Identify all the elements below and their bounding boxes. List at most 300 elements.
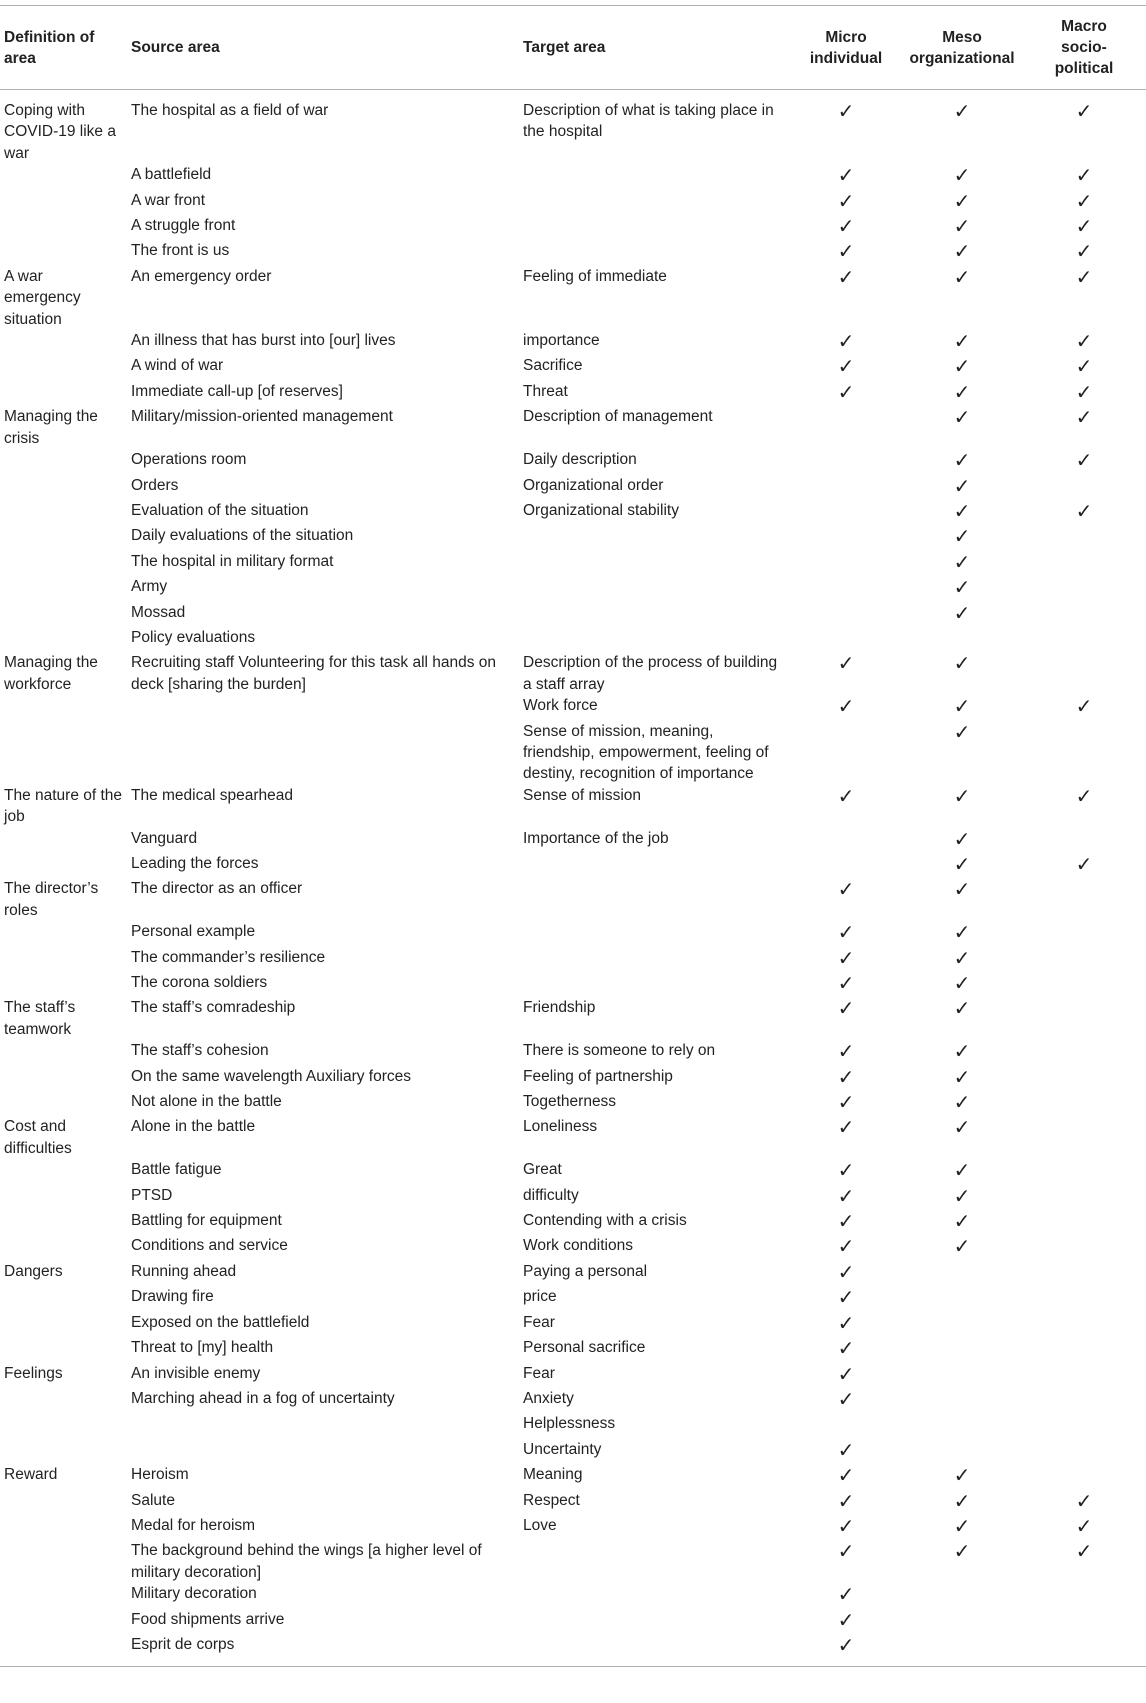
cell-macro	[1022, 1286, 1146, 1311]
cell-macro	[1022, 381, 1146, 406]
cell-source: On the same wavelength Auxiliary forces	[131, 1067, 411, 1085]
cell-target	[519, 602, 790, 627]
check-icon: ✓	[953, 381, 971, 404]
cell-source: The hospital as a field of war	[131, 102, 329, 119]
cell-source: The medical spearhead	[131, 786, 293, 804]
cell-meso	[902, 475, 1022, 500]
cell-micro	[790, 1490, 902, 1515]
table-row	[0, 947, 1146, 972]
check-icon: ✓	[1075, 1490, 1093, 1513]
check-icon: ✓	[953, 101, 971, 123]
check-icon: ✓	[837, 1211, 855, 1234]
cell-target: Anxiety	[523, 1389, 574, 1407]
check-icon: ✓	[953, 475, 971, 498]
cell-meso	[902, 853, 1022, 878]
cell-target	[519, 525, 790, 550]
table-body	[0, 90, 1146, 1667]
cell-meso	[902, 721, 1022, 785]
cell-definition	[0, 1337, 127, 1362]
cell-source: Salute	[131, 1491, 175, 1509]
cell-macro	[1022, 1159, 1146, 1184]
cell-micro	[790, 1261, 902, 1286]
cell-source: Daily evaluations of the situation	[131, 527, 354, 545]
check-icon: ✓	[953, 407, 971, 430]
check-icon: ✓	[837, 1092, 855, 1115]
cell-target	[519, 627, 790, 652]
table-row	[0, 1159, 1146, 1184]
cell-micro	[790, 972, 902, 997]
cell-macro	[1022, 330, 1146, 355]
cell-source: Heroism	[131, 1466, 189, 1484]
check-icon: ✓	[1075, 407, 1093, 430]
cell-micro	[790, 878, 902, 921]
cell-meso	[902, 1490, 1022, 1515]
table-row	[0, 1363, 1146, 1388]
cell-target	[519, 972, 790, 997]
cell-micro	[790, 721, 902, 785]
table-row	[0, 1185, 1146, 1210]
cell-definition	[0, 921, 127, 946]
cell-macro	[1022, 500, 1146, 525]
check-icon: ✓	[953, 998, 971, 1021]
table-row	[0, 1540, 1146, 1583]
cell-micro	[790, 1609, 902, 1634]
cell-meso	[902, 164, 1022, 189]
table-row	[0, 1261, 1146, 1286]
cell-definition: Feelings	[4, 1364, 63, 1382]
cell-definition: Managing the crisis	[4, 408, 98, 447]
check-icon: ✓	[953, 1211, 971, 1234]
cell-source: Running ahead	[131, 1262, 237, 1280]
table-header	[0, 6, 1146, 90]
table-row	[0, 602, 1146, 627]
cell-target: Meaning	[523, 1466, 583, 1484]
cell-meso	[902, 1159, 1022, 1184]
cell-macro	[1022, 1040, 1146, 1065]
check-icon: ✓	[837, 1388, 855, 1411]
cell-target	[519, 921, 790, 946]
check-icon: ✓	[837, 1541, 855, 1564]
check-icon: ✓	[837, 1236, 855, 1259]
header-meso-line2: organizational	[909, 49, 1015, 67]
cell-meso	[902, 525, 1022, 550]
cell-micro	[790, 853, 902, 878]
cell-definition	[0, 1091, 127, 1116]
cell-macro	[1022, 1540, 1146, 1583]
cell-macro	[1022, 947, 1146, 972]
cell-meso	[902, 1091, 1022, 1116]
cell-macro	[1022, 1634, 1146, 1667]
check-icon: ✓	[953, 947, 971, 970]
cell-target: Fear	[523, 1364, 555, 1382]
cell-definition	[0, 1609, 127, 1634]
cell-meso	[902, 1363, 1022, 1388]
cell-definition	[0, 190, 127, 215]
cell-micro	[790, 525, 902, 550]
cell-macro	[1022, 721, 1146, 785]
cell-source: A battlefield	[131, 166, 212, 184]
check-icon: ✓	[837, 1439, 855, 1462]
cell-meso	[902, 1439, 1022, 1464]
table-row	[0, 449, 1146, 474]
cell-target: Description of management	[523, 408, 713, 426]
table-row	[0, 1312, 1146, 1337]
check-icon: ✓	[837, 331, 855, 354]
table-row	[0, 1583, 1146, 1608]
check-icon: ✓	[953, 653, 971, 676]
cell-macro	[1022, 652, 1146, 695]
check-icon: ✓	[953, 721, 971, 744]
check-icon: ✓	[837, 356, 855, 379]
cell-micro	[790, 627, 902, 652]
cell-macro	[1022, 1490, 1146, 1515]
cell-meso	[902, 1515, 1022, 1540]
cell-meso	[902, 1040, 1022, 1065]
cell-definition	[0, 627, 127, 652]
cell-definition	[0, 551, 127, 576]
cell-macro	[1022, 551, 1146, 576]
cell-micro	[790, 1464, 902, 1489]
check-icon: ✓	[953, 922, 971, 945]
cell-micro	[790, 1116, 902, 1159]
check-icon: ✓	[837, 241, 855, 264]
check-icon: ✓	[837, 1312, 855, 1335]
check-icon: ✓	[953, 1541, 971, 1564]
cell-meso	[902, 576, 1022, 601]
cell-macro	[1022, 266, 1146, 330]
cell-micro	[790, 1235, 902, 1260]
cell-source: The front is us	[131, 242, 230, 260]
check-icon: ✓	[1075, 356, 1093, 379]
cell-micro	[790, 1185, 902, 1210]
cell-target: Great	[523, 1161, 562, 1179]
cell-meso	[902, 1235, 1022, 1260]
cell-definition: Reward	[4, 1466, 58, 1484]
cell-definition: Dangers	[4, 1262, 63, 1280]
header-macro	[1022, 6, 1146, 90]
cell-definition: Managing the workforce	[4, 654, 98, 693]
cell-target: Loneliness	[523, 1118, 598, 1136]
check-icon: ✓	[953, 1185, 971, 1208]
cell-meso	[902, 1185, 1022, 1210]
check-icon: ✓	[1075, 1515, 1093, 1538]
header-target: Target area	[519, 6, 790, 90]
cell-macro	[1022, 475, 1146, 500]
cell-source	[127, 695, 519, 720]
cell-macro	[1022, 1235, 1146, 1260]
cell-micro	[790, 602, 902, 627]
cell-source: Threat to [my] health	[131, 1339, 274, 1357]
cell-target: Sense of mission	[523, 786, 642, 804]
table-row	[0, 1609, 1146, 1634]
table-row	[0, 878, 1146, 921]
cell-meso	[902, 1116, 1022, 1159]
cell-micro	[790, 1312, 902, 1337]
check-icon: ✓	[837, 1041, 855, 1064]
cell-definition	[0, 1312, 127, 1337]
cell-macro	[1022, 1116, 1146, 1159]
cell-target	[519, 853, 790, 878]
cell-target: Organizational order	[523, 476, 664, 494]
cell-target: Sacrifice	[523, 357, 583, 375]
check-icon: ✓	[837, 1185, 855, 1208]
cell-target	[519, 1583, 790, 1608]
cell-micro	[790, 1040, 902, 1065]
table-row	[0, 1116, 1146, 1159]
check-icon: ✓	[1075, 190, 1093, 213]
cell-macro	[1022, 1185, 1146, 1210]
cell-micro	[790, 500, 902, 525]
cell-micro	[790, 695, 902, 720]
cell-target: Feeling of partnership	[523, 1067, 673, 1085]
cell-source: Military/mission-oriented management	[131, 408, 393, 426]
check-icon: ✓	[837, 1066, 855, 1089]
cell-macro	[1022, 1091, 1146, 1116]
cell-source: The hospital in military format	[131, 552, 334, 570]
cell-meso	[902, 1634, 1022, 1667]
table-row	[0, 1040, 1146, 1065]
cell-macro	[1022, 355, 1146, 380]
check-icon: ✓	[953, 828, 971, 851]
cell-definition: The nature of the job	[4, 786, 123, 826]
cell-micro	[790, 1159, 902, 1184]
check-icon: ✓	[953, 500, 971, 523]
check-icon: ✓	[837, 1363, 855, 1386]
check-icon: ✓	[837, 216, 855, 239]
cell-macro	[1022, 1464, 1146, 1489]
cell-micro	[790, 551, 902, 576]
cell-definition	[0, 1040, 127, 1065]
cell-target: Helplessness	[523, 1415, 616, 1433]
cell-target: Personal sacrifice	[523, 1339, 646, 1357]
cell-macro	[1022, 1337, 1146, 1362]
cell-definition: Cost and difficulties	[4, 1118, 72, 1157]
table-row	[0, 828, 1146, 853]
cell-source: Marching ahead in a fog of uncertainty	[131, 1389, 395, 1407]
cell-meso	[902, 381, 1022, 406]
table-row	[0, 721, 1146, 785]
cell-micro	[790, 785, 902, 828]
cell-micro	[790, 475, 902, 500]
cell-source: Alone in the battle	[131, 1118, 256, 1136]
cell-macro	[1022, 576, 1146, 601]
check-icon: ✓	[953, 216, 971, 239]
table-row	[0, 1388, 1146, 1413]
check-icon: ✓	[953, 1092, 971, 1115]
cell-source: PTSD	[131, 1186, 173, 1204]
table-row	[0, 355, 1146, 380]
cell-source: Battling for equipment	[131, 1212, 282, 1230]
check-icon: ✓	[1075, 241, 1093, 264]
cell-micro	[790, 449, 902, 474]
check-icon: ✓	[953, 1236, 971, 1259]
cell-source: Not alone in the battle	[131, 1093, 282, 1111]
cell-target: Contending with a crisis	[523, 1212, 687, 1230]
table-row	[0, 1464, 1146, 1489]
cell-definition: Coping with COVID-19 like a war	[4, 102, 116, 162]
cell-meso	[902, 972, 1022, 997]
table-row	[0, 997, 1146, 1040]
table-row	[0, 90, 1146, 165]
table-row	[0, 215, 1146, 240]
cell-micro	[790, 266, 902, 330]
cell-meso	[902, 266, 1022, 330]
check-icon: ✓	[1075, 1541, 1093, 1564]
table-row	[0, 551, 1146, 576]
check-icon: ✓	[837, 1490, 855, 1513]
cell-definition	[0, 1388, 127, 1413]
cell-macro	[1022, 406, 1146, 449]
check-icon: ✓	[1075, 785, 1093, 808]
cell-source: Drawing fire	[131, 1288, 214, 1306]
cell-micro	[790, 330, 902, 355]
cell-macro	[1022, 1066, 1146, 1091]
cell-source: Vanguard	[131, 829, 198, 847]
cell-meso	[902, 1583, 1022, 1608]
cell-macro	[1022, 1312, 1146, 1337]
cell-meso	[902, 1261, 1022, 1286]
check-icon: ✓	[1075, 331, 1093, 354]
cell-definition	[0, 972, 127, 997]
check-icon: ✓	[837, 101, 855, 123]
cell-micro	[790, 1066, 902, 1091]
check-icon: ✓	[1075, 165, 1093, 188]
cell-definition	[0, 240, 127, 265]
cell-definition: The director’s roles	[4, 880, 99, 919]
cell-target: Respect	[523, 1491, 580, 1509]
cell-micro	[790, 215, 902, 240]
header-macro-line2: socio-	[1061, 39, 1107, 56]
cell-definition	[0, 1515, 127, 1540]
cell-target	[519, 878, 790, 921]
cell-target: There is someone to rely on	[523, 1042, 716, 1060]
cell-target: Work force	[523, 697, 598, 715]
check-icon: ✓	[953, 785, 971, 808]
cell-micro	[790, 1388, 902, 1413]
check-icon: ✓	[953, 1066, 971, 1089]
table-row	[0, 1286, 1146, 1311]
cell-micro	[790, 1363, 902, 1388]
cell-macro	[1022, 921, 1146, 946]
check-icon: ✓	[953, 356, 971, 379]
cell-definition	[0, 1286, 127, 1311]
check-icon: ✓	[953, 241, 971, 264]
header-micro-line2: individual	[809, 49, 883, 67]
cell-target	[519, 164, 790, 189]
cell-meso	[902, 1066, 1022, 1091]
check-icon: ✓	[837, 973, 855, 996]
check-icon: ✓	[953, 1117, 971, 1140]
check-icon: ✓	[953, 190, 971, 213]
table-row	[0, 240, 1146, 265]
cell-meso	[902, 1540, 1022, 1583]
table-row	[0, 1091, 1146, 1116]
check-icon: ✓	[1075, 101, 1093, 123]
table-row	[0, 1066, 1146, 1091]
check-icon: ✓	[837, 165, 855, 188]
table-row	[0, 266, 1146, 330]
cell-meso	[902, 449, 1022, 474]
check-icon: ✓	[837, 1261, 855, 1284]
table-row	[0, 1413, 1146, 1438]
cell-meso	[902, 90, 1022, 165]
cell-meso	[902, 1337, 1022, 1362]
check-icon: ✓	[837, 1609, 855, 1632]
table-row	[0, 1235, 1146, 1260]
table-row	[0, 1515, 1146, 1540]
cell-macro	[1022, 1388, 1146, 1413]
check-icon: ✓	[953, 1515, 971, 1538]
cell-target	[519, 551, 790, 576]
cell-macro	[1022, 828, 1146, 853]
cell-meso	[902, 330, 1022, 355]
cell-definition	[0, 330, 127, 355]
table-row	[0, 475, 1146, 500]
cell-definition	[0, 1490, 127, 1515]
cell-definition	[0, 381, 127, 406]
table-row	[0, 525, 1146, 550]
check-icon: ✓	[953, 1465, 971, 1488]
cell-macro	[1022, 1261, 1146, 1286]
cell-definition	[0, 1413, 127, 1438]
check-icon: ✓	[953, 551, 971, 574]
table-row	[0, 627, 1146, 652]
cell-macro	[1022, 449, 1146, 474]
cell-meso	[902, 1210, 1022, 1235]
header-meso	[902, 6, 1022, 90]
check-icon: ✓	[837, 190, 855, 213]
table-row	[0, 1210, 1146, 1235]
cell-source: Battle fatigue	[131, 1161, 222, 1179]
table-row	[0, 921, 1146, 946]
check-icon: ✓	[837, 1338, 855, 1361]
cell-source: Exposed on the battlefield	[131, 1313, 310, 1331]
check-icon: ✓	[837, 381, 855, 404]
cell-definition	[0, 1185, 127, 1210]
cell-source: Medal for heroism	[131, 1516, 256, 1534]
cell-meso	[902, 215, 1022, 240]
check-icon: ✓	[837, 1287, 855, 1310]
cell-definition	[0, 576, 127, 601]
cell-macro	[1022, 1515, 1146, 1540]
check-icon: ✓	[1075, 450, 1093, 473]
cell-micro	[790, 381, 902, 406]
table-row	[0, 406, 1146, 449]
table-row	[0, 576, 1146, 601]
header-meso-line1: Meso	[942, 28, 982, 46]
cell-definition	[0, 1439, 127, 1464]
cell-source: The director as an officer	[131, 880, 303, 898]
cell-definition	[0, 164, 127, 189]
cell-source: Food shipments arrive	[131, 1610, 285, 1628]
check-icon: ✓	[837, 653, 855, 676]
check-icon: ✓	[953, 165, 971, 188]
cell-meso	[902, 1609, 1022, 1634]
cell-target	[519, 947, 790, 972]
cell-source: The background behind the wings [a higher level of military decoration]	[131, 1542, 482, 1581]
cell-micro	[790, 997, 902, 1040]
check-icon: ✓	[837, 696, 855, 719]
cell-definition	[0, 1210, 127, 1235]
cell-target	[519, 215, 790, 240]
cell-source: Recruiting staff Volunteering for this task all hands on deck [sharing the burden]	[131, 654, 497, 693]
metaphor-table	[0, 5, 1146, 1667]
check-icon: ✓	[837, 785, 855, 808]
cell-definition	[0, 475, 127, 500]
cell-meso	[902, 627, 1022, 652]
cell-source: Conditions and service	[131, 1237, 288, 1255]
cell-target: Paying a personal	[523, 1262, 648, 1280]
